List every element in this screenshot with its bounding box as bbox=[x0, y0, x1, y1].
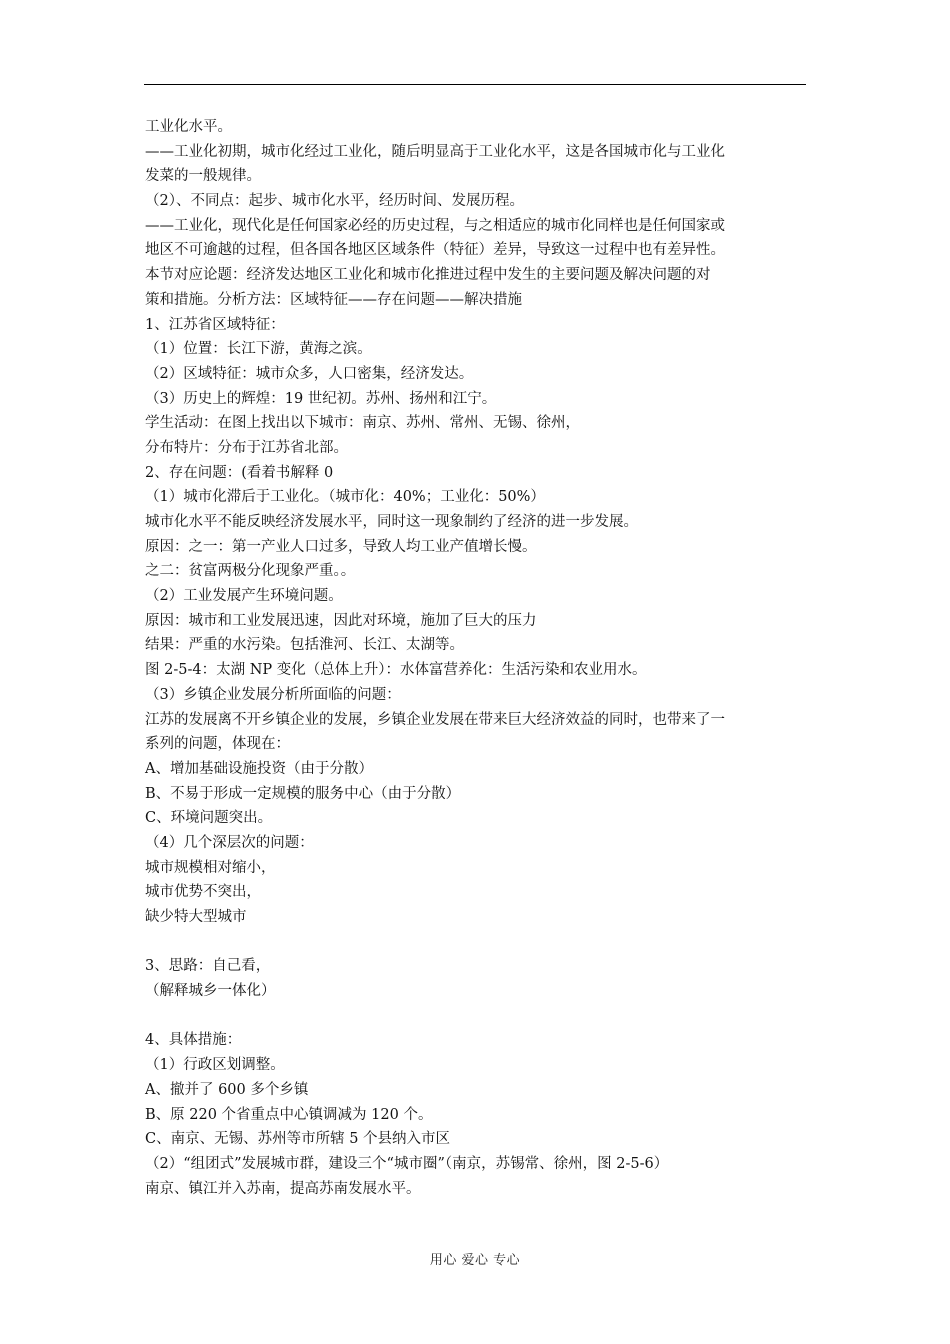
body-text bbox=[145, 115, 809, 1201]
page-footer: 用心 爱心 专心 bbox=[429, 1253, 521, 1268]
text-line: 缺少特大型城市 bbox=[145, 909, 247, 925]
text-line: （1）城市化滞后于工业化。（城市化：40%；工业化：50%） bbox=[145, 489, 545, 506]
text-line: 4、具体措施： bbox=[145, 1032, 242, 1049]
text-line: （2）区域特征：城市众多，人口密集，经济发达。 bbox=[145, 365, 474, 382]
text-line: 系列的问题，体现在： bbox=[145, 736, 290, 753]
text-line: 策和措施。分析方法：区域特征——存在问题——解决措施 bbox=[145, 291, 522, 308]
text-line bbox=[145, 1004, 809, 1029]
text-line: 城市化水平不能反映经济发展水平，同时这一现象制约了经济的进一步发展。 bbox=[145, 514, 638, 530]
text-line: （4）几个深层次的问题： bbox=[145, 834, 314, 851]
text-line: （2）工业发展产生环境问题。 bbox=[145, 588, 343, 605]
text-line: C、南京、无锡、苏州等市所辖 5 个县纳入市区 bbox=[145, 1131, 451, 1148]
text-line: （解释城乡一体化） bbox=[145, 983, 276, 1000]
text-line: （3）历史上的辉煌：19 世纪初。苏州、扬州和江宁。 bbox=[145, 390, 497, 407]
text-line: 之二：贫富两极分化现象严重。。 bbox=[145, 563, 356, 580]
text-line: 城市规模相对缩小， bbox=[145, 859, 276, 876]
text-line: 地区不可逾越的过程，但各国各地区区域条件（特征）差异，导致这一过程中也有差异性。 bbox=[145, 242, 725, 259]
text-line: ——工业化，现代化是任何国家必经的历史过程，与之相适应的城市化同样也是任何国家或 bbox=[145, 217, 725, 234]
text-line: 结果：严重的水污染。包括淮河、长江、太湖等。 bbox=[145, 637, 464, 654]
text-line: 发菜的一般规律。 bbox=[145, 168, 261, 185]
text-line: 图 2-5-4：太湖 NP 变化（总体上升）：水体富营养化：生活污染和农业用水。 bbox=[145, 662, 647, 679]
text-line: 南京、镇江并入苏南，提高苏南发展水平。 bbox=[145, 1180, 421, 1197]
text-line: （1）位置：长江下游，黄海之滨。 bbox=[145, 341, 372, 358]
text-line: B、原 220 个省重点中心镇调减为 120 个。 bbox=[145, 1106, 433, 1123]
text-line: 工业化水平。 bbox=[145, 119, 232, 135]
text-line: （2）“组团式”发展城市群，建设三个“城市圈”（南京，苏锡常、徐州，图 2-5-6） bbox=[145, 1155, 669, 1172]
text-line: 城市优势不突出， bbox=[145, 884, 261, 901]
text-line: 3、思路：自己看， bbox=[145, 958, 271, 975]
text-line: 分布特片：分布于江苏省北部。 bbox=[145, 439, 348, 456]
header-rule bbox=[144, 84, 806, 85]
text-line: A、增加基础设施投资（由于分散） bbox=[145, 760, 373, 777]
text-line: 江苏的发展离不开乡镇企业的发展，乡镇企业发展在带来巨大经济效益的同时，也带来了一 bbox=[145, 711, 725, 728]
text-line bbox=[145, 930, 809, 955]
text-line: 学生活动：在图上找出以下城市：南京、苏州、常州、无锡、徐州， bbox=[145, 415, 580, 432]
text-line: 2、存在问题：(看着书解释 0 bbox=[145, 464, 334, 481]
text-line: B、不易于形成一定规模的服务中心（由于分散） bbox=[145, 785, 461, 802]
text-line: ——工业化初期，城市化经过工业化，随后明显高于工业化水平，这是各国城市化与工业化 bbox=[145, 143, 725, 160]
text-line: 本节对应论题：经济发达地区工业化和城市化推进过程中发生的主要问题及解决问题的对 bbox=[145, 267, 711, 284]
text-line: 1、江苏省区域特征： bbox=[145, 316, 285, 333]
text-line: （3）乡镇企业发展分析所面临的问题： bbox=[145, 686, 401, 703]
text-line: 原因：城市和工业发展迅速，因此对环境，施加了巨大的压力 bbox=[145, 612, 537, 629]
text-line: （2）、不同点：起步、城市化水平，经历时间、发展历程。 bbox=[145, 193, 524, 210]
text-line: A、撤并了 600 多个乡镇 bbox=[145, 1081, 309, 1098]
text-line: C、环境问题突出。 bbox=[145, 810, 273, 827]
text-line: 原因：之一：第一产业人口过多，导致人均工业产值增长慢。 bbox=[145, 538, 537, 555]
text-line: （1）行政区划调整。 bbox=[145, 1057, 285, 1074]
